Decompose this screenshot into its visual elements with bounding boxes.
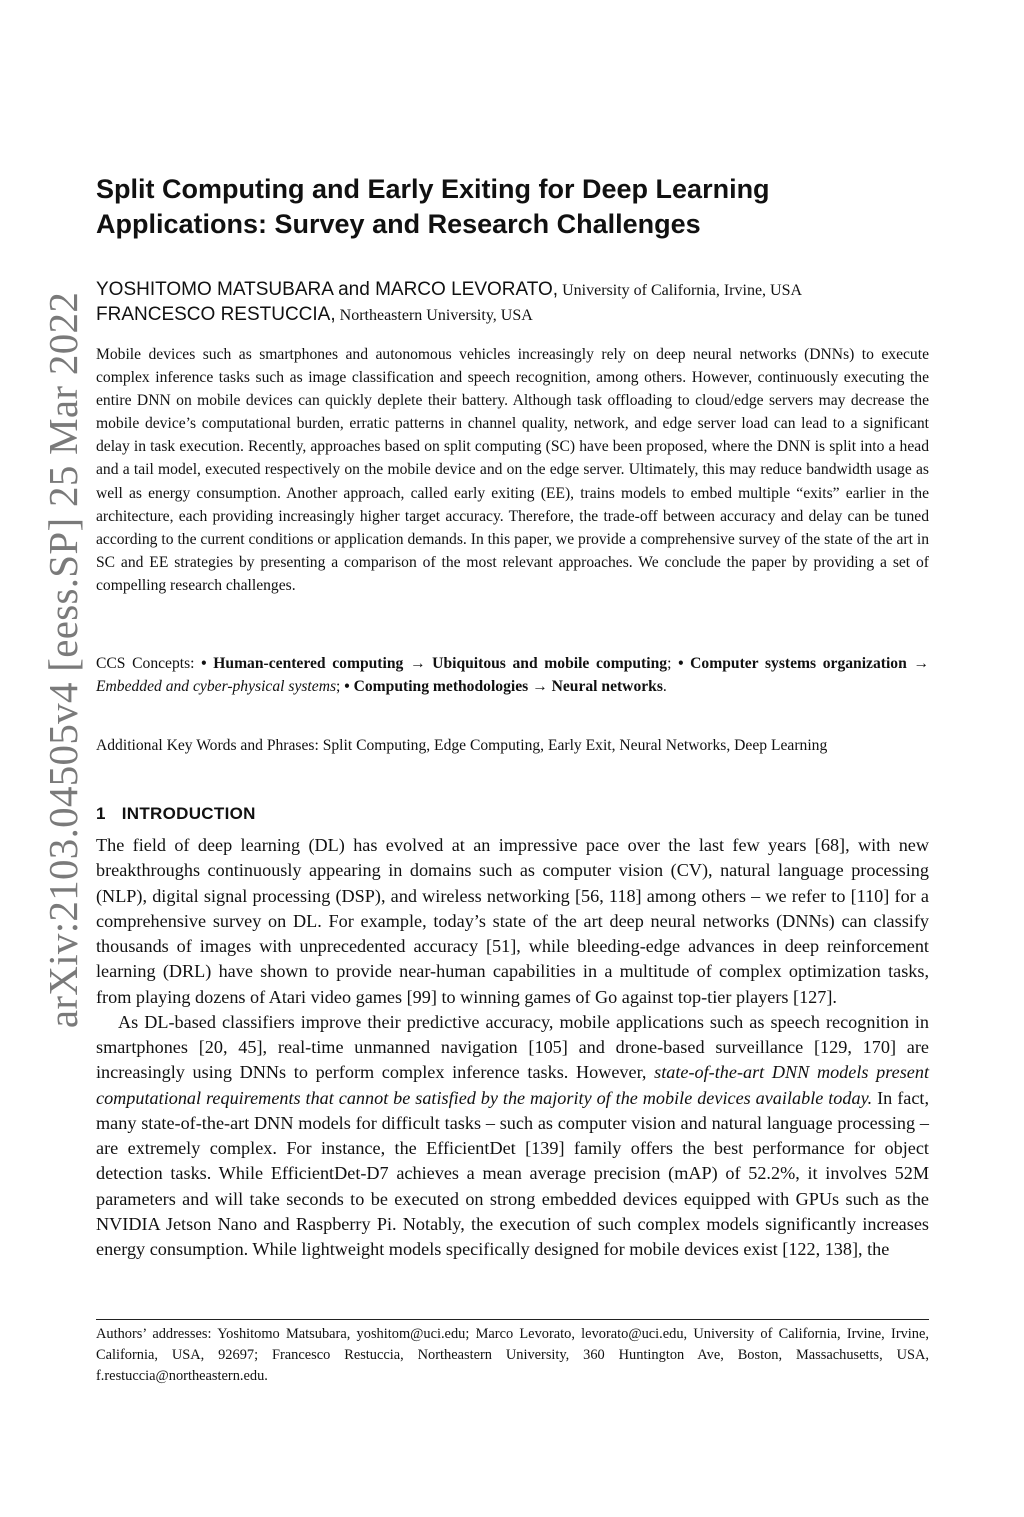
author-line-2: [96, 303, 926, 328]
author-line-1: [96, 278, 926, 303]
author-block: [96, 278, 926, 328]
ccs-concept-3: • Computing methodologies → Neural networks: [344, 678, 663, 696]
ccs-prefix: CCS Concepts:: [96, 655, 202, 672]
intro-paragraph-1: The field of deep learning (DL) has evolved at an impressive pace over the last few years [68], with new breakthroughs continuously appearing in domains such as computer vision (CV), natural language processing (NLP), digital signal processing (DSP), and wireless networking [56, 118] among others – we refer to [110] for a comprehensive survey on DL. For example, today’s state of the art deep neural networks (DNNs) can classify thousands of images with unprecedented accuracy [51], while bleeding-edge advances in deep reinforcement learning (DRL) have shown to provide near-human capabilities in a multitude of complex optimization tasks, from playing dozens of Atari video games [99] to winning games of Go against top-tier players [127].: [96, 835, 929, 1007]
author-affiliation-2: Northeastern University, USA: [335, 307, 533, 324]
authors-addresses-footnote: Authors’ addresses: Yoshitomo Matsubara, yoshitom@uci.edu; Marco Levorato, levorato@uci.edu, University of California, Irvine, Irvine, California, USA, 92697; Francesco Restuccia, Northeastern University, 360 Huntington Ave, Boston, Massachusetts, USA, f.restuccia@northeastern.edu.: [96, 1326, 929, 1384]
emphasized-claim: state-of-the-art DNN models present computational requirements that cannot be satisfied by the majority of the mobile devices available today.: [96, 1062, 930, 1108]
keywords: Additional Key Words and Phrases: Split Computing, Edge Computing, Early Exit, Neural Networks, Deep Learning: [96, 737, 828, 754]
ccs-concepts: CCS Concepts: • Human-centered computing → Ubiquitous and mobile computing; • Computer systems organization → Embedded and cyber-physical systems; • Computing methodologies → Neural networks.: [96, 655, 930, 696]
author-names-2: FRANCESCO RESTUCCIA,: [96, 304, 336, 325]
title-line-1: Split Computing and Early Exiting for Deep Learning: [96, 174, 770, 204]
paper-title: [96, 172, 916, 242]
ccs-concept-1: • Human-centered computing → Ubiquitous and mobile computing: [201, 655, 668, 672]
abstract: Mobile devices such as smartphones and autonomous vehicles increasingly rely on deep neural networks (DNNs) to execute complex inference tasks such as image classification and speech recognition, among others. However, continuously executing the entire DNN on mobile devices can quickly deplete their battery. Although task offloading to cloud/edge servers may decrease the mobile device’s computational burden, erratic patterns in channel quality, network, and edge server load can lead to a significant delay in task execution. Recently, approaches based on split computing (SC) have been proposed, where the DNN is split into a head and a tail model, executed respectively on the mobile device and on the edge server. Ultimately, this may reduce bandwidth usage as well as energy consumption. Another approach, called early exiting (EE), trains models to embed multiple “exits” earlier in the architecture, each providing increasingly higher target accuracy. Therefore, the trade-off between accuracy and delay can be tuned according to the current conditions or application demands. In this paper, we provide a comprehensive survey of the state of the art in SC and EE strategies by presenting a comparison of the most relevant approaches. We conclude the paper by providing a set of compelling research challenges.: [96, 346, 929, 594]
section-title: INTRODUCTION: [121, 804, 256, 823]
author-names-1: YOSHITOMO MATSUBARA and MARCO LEVORATO,: [96, 279, 559, 300]
ccs-concept-2: • Computer systems organization: [678, 655, 907, 672]
arxiv-identifier-stamp: arXiv:2103.04505v4 [eess.SP] 25 Mar 2022: [40, 291, 86, 1029]
author-affiliation-1: University of California, Irvine, USA: [558, 282, 803, 299]
title-line-2: Applications: Survey and Research Challenges: [96, 209, 701, 239]
section-number: 1: [96, 804, 106, 823]
introduction-body: [96, 833, 929, 1262]
ccs-concept-2-sub: Embedded and cyber-physical systems: [96, 678, 337, 696]
section-heading-introduction: [96, 803, 256, 825]
footnote-divider: [96, 1319, 929, 1320]
intro-paragraph-2: As DL-based classifiers improve their predictive accuracy, mobile applications such as speech recognition in smartphones [20, 45], real-time unmanned navigation [105] and drone-based surveillance [129, 170] are increasingly using DNNs to perform complex inference tasks. However, state-of-the-art DNN models present computational requirements that cannot be satisfied by the majority of the mobile devices available today. In fact, many state-of-the-art DNN models for difficult tasks – such as computer vision and natural language processing – are extremely complex. For instance, the EfficientDet [139] family offers the best performance for object detection tasks. While EfficientDet-D7 achieves a mean average precision (mAP) of 52.2%, it involves 52M parameters and will take seconds to be executed on strong embedded devices equipped with GPUs such as the NVIDIA Jetson Nano and Raspberry Pi. Notably, the execution of such complex models significantly increases energy consumption. While lightweight models specifically designed for mobile devices exist [122, 138], the: [96, 1011, 930, 1259]
